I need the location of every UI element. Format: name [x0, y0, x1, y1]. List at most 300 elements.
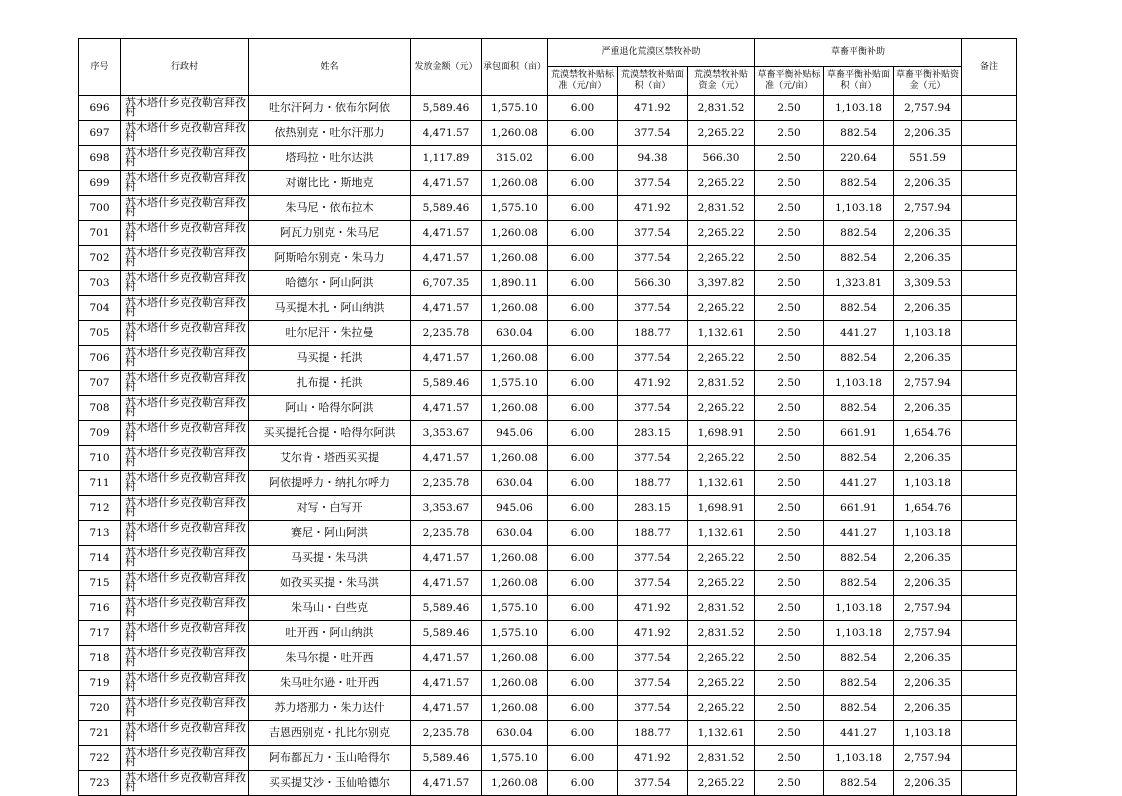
cell-g2-amount: 2,757.94	[894, 596, 962, 621]
cell-amount: 4,471.57	[411, 346, 482, 371]
cell-seq: 717	[79, 621, 121, 646]
cell-g2-area: 1,103.18	[824, 746, 894, 771]
cell-seq: 704	[79, 296, 121, 321]
cell-g1-area: 471.92	[618, 96, 688, 121]
header-area: 承包面积（亩）	[482, 39, 548, 96]
cell-village: 苏木塔什乡克孜勒宫拜孜村	[121, 321, 249, 346]
cell-seq: 718	[79, 646, 121, 671]
cell-g2-amount: 2,206.35	[894, 296, 962, 321]
cell-remark	[962, 696, 1017, 721]
cell-name: 朱马山・白些克	[249, 596, 411, 621]
cell-g1-area: 188.77	[618, 721, 688, 746]
cell-amount: 4,471.57	[411, 446, 482, 471]
cell-village: 苏木塔什乡克孜勒宫拜孜村	[121, 446, 249, 471]
cell-name: 吐尔汗阿力・依布尔阿依	[249, 96, 411, 121]
cell-amount: 3,353.67	[411, 421, 482, 446]
cell-name: 艾尔肯・塔西买买提	[249, 446, 411, 471]
table-row	[79, 246, 1017, 271]
cell-g1-area: 377.54	[618, 171, 688, 196]
cell-g2-area: 661.91	[824, 421, 894, 446]
cell-g1-std: 6.00	[548, 346, 618, 371]
cell-g2-std: 2.50	[755, 421, 824, 446]
cell-g2-amount: 2,206.35	[894, 246, 962, 271]
cell-village: 苏木塔什乡克孜勒宫拜孜村	[121, 421, 249, 446]
cell-g2-area: 1,323.81	[824, 271, 894, 296]
cell-remark	[962, 221, 1017, 246]
cell-amount: 2,235.78	[411, 321, 482, 346]
cell-remark	[962, 246, 1017, 271]
cell-g1-area: 377.54	[618, 121, 688, 146]
cell-village: 苏木塔什乡克孜勒宫拜孜村	[121, 396, 249, 421]
cell-g2-amount: 2,206.35	[894, 546, 962, 571]
cell-village: 苏木塔什乡克孜勒宫拜孜村	[121, 571, 249, 596]
cell-village: 苏木塔什乡克孜勒宫拜孜村	[121, 146, 249, 171]
cell-seq: 720	[79, 696, 121, 721]
cell-area: 630.04	[482, 471, 548, 496]
cell-area: 1,260.08	[482, 446, 548, 471]
cell-g1-std: 6.00	[548, 721, 618, 746]
cell-name: 依热别克・吐尔汗那力	[249, 121, 411, 146]
cell-remark	[962, 496, 1017, 521]
table-row	[79, 621, 1017, 646]
cell-g2-amount: 2,757.94	[894, 96, 962, 121]
cell-g2-area: 882.54	[824, 771, 894, 796]
cell-amount: 3,353.67	[411, 496, 482, 521]
cell-area: 1,260.08	[482, 546, 548, 571]
cell-village: 苏木塔什乡克孜勒宫拜孜村	[121, 671, 249, 696]
cell-amount: 4,471.57	[411, 121, 482, 146]
table-row	[79, 346, 1017, 371]
cell-remark	[962, 271, 1017, 296]
cell-g1-area: 377.54	[618, 646, 688, 671]
table-row	[79, 521, 1017, 546]
cell-g2-std: 2.50	[755, 596, 824, 621]
cell-area: 1,575.10	[482, 621, 548, 646]
cell-g1-area: 188.77	[618, 471, 688, 496]
cell-area: 1,575.10	[482, 596, 548, 621]
header-amount: 发放金额（元）	[411, 39, 482, 96]
cell-g2-area: 882.54	[824, 446, 894, 471]
cell-g1-amount: 1,132.61	[688, 471, 755, 496]
cell-area: 1,575.10	[482, 196, 548, 221]
cell-g1-area: 377.54	[618, 296, 688, 321]
cell-g2-std: 2.50	[755, 546, 824, 571]
cell-name: 阿山・哈得尔阿洪	[249, 396, 411, 421]
cell-g2-amount: 551.59	[894, 146, 962, 171]
cell-g2-area: 882.54	[824, 121, 894, 146]
cell-g2-amount: 1,103.18	[894, 721, 962, 746]
cell-area: 1,260.08	[482, 296, 548, 321]
cell-g2-std: 2.50	[755, 721, 824, 746]
cell-g2-std: 2.50	[755, 346, 824, 371]
cell-remark	[962, 571, 1017, 596]
cell-village: 苏木塔什乡克孜勒宫拜孜村	[121, 696, 249, 721]
cell-g1-amount: 2,831.52	[688, 746, 755, 771]
cell-remark	[962, 646, 1017, 671]
cell-g1-area: 188.77	[618, 521, 688, 546]
cell-village: 苏木塔什乡克孜勒宫拜孜村	[121, 746, 249, 771]
cell-seq: 723	[79, 771, 121, 796]
table-row	[79, 571, 1017, 596]
cell-g1-amount: 2,265.22	[688, 646, 755, 671]
table-row	[79, 646, 1017, 671]
cell-g2-area: 441.27	[824, 521, 894, 546]
cell-village: 苏木塔什乡克孜勒宫拜孜村	[121, 196, 249, 221]
cell-g2-area: 882.54	[824, 546, 894, 571]
cell-area: 1,260.08	[482, 671, 548, 696]
cell-g1-std: 6.00	[548, 646, 618, 671]
cell-name: 朱马尔提・吐开西	[249, 646, 411, 671]
cell-g2-amount: 2,206.35	[894, 771, 962, 796]
cell-village: 苏木塔什乡克孜勒宫拜孜村	[121, 521, 249, 546]
cell-area: 945.06	[482, 421, 548, 446]
cell-area: 1,575.10	[482, 96, 548, 121]
cell-seq: 696	[79, 96, 121, 121]
cell-g2-area: 882.54	[824, 346, 894, 371]
cell-name: 哈德尔・阿山阿洪	[249, 271, 411, 296]
cell-village: 苏木塔什乡克孜勒宫拜孜村	[121, 171, 249, 196]
table-row	[79, 171, 1017, 196]
cell-g1-area: 283.15	[618, 421, 688, 446]
cell-amount: 4,471.57	[411, 221, 482, 246]
cell-seq: 697	[79, 121, 121, 146]
cell-amount: 2,235.78	[411, 721, 482, 746]
cell-g1-area: 94.38	[618, 146, 688, 171]
cell-name: 阿斯哈尔别克・朱马力	[249, 246, 411, 271]
cell-g2-amount: 2,206.35	[894, 346, 962, 371]
cell-amount: 1,117.89	[411, 146, 482, 171]
cell-area: 1,260.08	[482, 571, 548, 596]
cell-g1-amount: 2,265.22	[688, 396, 755, 421]
cell-g2-amount: 2,757.94	[894, 196, 962, 221]
cell-g2-amount: 3,309.53	[894, 271, 962, 296]
table-row	[79, 746, 1017, 771]
cell-g2-area: 882.54	[824, 646, 894, 671]
cell-area: 1,260.08	[482, 771, 548, 796]
cell-remark	[962, 171, 1017, 196]
cell-g1-std: 6.00	[548, 496, 618, 521]
cell-village: 苏木塔什乡克孜勒宫拜孜村	[121, 596, 249, 621]
cell-g2-amount: 2,206.35	[894, 446, 962, 471]
cell-village: 苏木塔什乡克孜勒宫拜孜村	[121, 221, 249, 246]
cell-g1-area: 188.77	[618, 321, 688, 346]
cell-name: 马买提木扎・阿山纳洪	[249, 296, 411, 321]
cell-name: 买买提托合提・哈得尔阿洪	[249, 421, 411, 446]
header-group-desert: 严重退化荒漠区禁牧补助	[548, 39, 755, 67]
cell-g2-std: 2.50	[755, 396, 824, 421]
cell-seq: 715	[79, 571, 121, 596]
cell-g1-area: 377.54	[618, 246, 688, 271]
cell-g2-std: 2.50	[755, 771, 824, 796]
cell-g2-std: 2.50	[755, 96, 824, 121]
cell-name: 吐开西・阿山纳洪	[249, 621, 411, 646]
cell-g1-area: 283.15	[618, 496, 688, 521]
cell-g1-area: 377.54	[618, 546, 688, 571]
cell-name: 买买提艾沙・玉仙哈德尔	[249, 771, 411, 796]
cell-g1-area: 471.92	[618, 621, 688, 646]
cell-g1-std: 6.00	[548, 596, 618, 621]
cell-g1-area: 471.92	[618, 371, 688, 396]
cell-village: 苏木塔什乡克孜勒宫拜孜村	[121, 496, 249, 521]
cell-g2-amount: 2,206.35	[894, 396, 962, 421]
cell-seq: 707	[79, 371, 121, 396]
cell-g2-area: 441.27	[824, 471, 894, 496]
header-g1-area: 荒漠禁牧补贴面积（亩）	[618, 67, 688, 96]
cell-g2-std: 2.50	[755, 496, 824, 521]
cell-g1-std: 6.00	[548, 96, 618, 121]
cell-remark	[962, 146, 1017, 171]
cell-g1-area: 471.92	[618, 596, 688, 621]
cell-g2-amount: 2,757.94	[894, 371, 962, 396]
table-row	[79, 696, 1017, 721]
cell-amount: 5,589.46	[411, 746, 482, 771]
table-row	[79, 446, 1017, 471]
cell-g1-amount: 2,831.52	[688, 621, 755, 646]
cell-seq: 714	[79, 546, 121, 571]
table-row	[79, 496, 1017, 521]
cell-village: 苏木塔什乡克孜勒宫拜孜村	[121, 721, 249, 746]
cell-g2-amount: 1,654.76	[894, 421, 962, 446]
cell-name: 吉恩西别克・扎比尔别克	[249, 721, 411, 746]
cell-g2-std: 2.50	[755, 321, 824, 346]
cell-g2-area: 882.54	[824, 221, 894, 246]
cell-village: 苏木塔什乡克孜勒宫拜孜村	[121, 121, 249, 146]
table-body	[79, 96, 1017, 796]
cell-g1-amount: 1,132.61	[688, 721, 755, 746]
cell-g1-amount: 1,698.91	[688, 496, 755, 521]
cell-name: 对谢比比・斯地克	[249, 171, 411, 196]
cell-g1-area: 377.54	[618, 771, 688, 796]
cell-g1-std: 6.00	[548, 196, 618, 221]
cell-g1-std: 6.00	[548, 396, 618, 421]
cell-name: 如孜买买提・朱马洪	[249, 571, 411, 596]
cell-amount: 4,471.57	[411, 696, 482, 721]
cell-remark	[962, 196, 1017, 221]
cell-seq: 716	[79, 596, 121, 621]
cell-g1-amount: 2,265.22	[688, 346, 755, 371]
cell-g2-area: 1,103.18	[824, 196, 894, 221]
cell-g1-amount: 3,397.82	[688, 271, 755, 296]
cell-amount: 4,471.57	[411, 571, 482, 596]
table-row	[79, 546, 1017, 571]
cell-remark	[962, 671, 1017, 696]
cell-g2-std: 2.50	[755, 146, 824, 171]
subsidy-table-sheet	[78, 38, 1017, 796]
cell-area: 1,260.08	[482, 171, 548, 196]
cell-g1-std: 6.00	[548, 171, 618, 196]
cell-remark	[962, 96, 1017, 121]
cell-name: 阿瓦力别克・朱马尼	[249, 221, 411, 246]
table-header	[79, 39, 1017, 96]
cell-g2-amount: 2,206.35	[894, 121, 962, 146]
cell-g1-area: 377.54	[618, 446, 688, 471]
cell-area: 630.04	[482, 521, 548, 546]
cell-g1-std: 6.00	[548, 521, 618, 546]
cell-seq: 706	[79, 346, 121, 371]
cell-village: 苏木塔什乡克孜勒宫拜孜村	[121, 646, 249, 671]
cell-seq: 703	[79, 271, 121, 296]
table-row	[79, 96, 1017, 121]
cell-g1-amount: 2,265.22	[688, 571, 755, 596]
subsidy-table	[78, 38, 1017, 796]
cell-g1-std: 6.00	[548, 296, 618, 321]
table-row	[79, 671, 1017, 696]
cell-g1-amount: 2,265.22	[688, 771, 755, 796]
cell-village: 苏木塔什乡克孜勒宫拜孜村	[121, 371, 249, 396]
cell-g1-area: 566.30	[618, 271, 688, 296]
cell-area: 1,260.08	[482, 396, 548, 421]
cell-name: 朱马吐尔逊・吐开西	[249, 671, 411, 696]
cell-g1-area: 377.54	[618, 396, 688, 421]
cell-g1-area: 377.54	[618, 671, 688, 696]
header-g2-area: 草畜平衡补贴面积（亩）	[824, 67, 894, 96]
cell-g2-area: 441.27	[824, 321, 894, 346]
cell-g2-std: 2.50	[755, 296, 824, 321]
cell-g1-area: 377.54	[618, 221, 688, 246]
cell-g1-area: 471.92	[618, 196, 688, 221]
cell-village: 苏木塔什乡克孜勒宫拜孜村	[121, 96, 249, 121]
cell-g2-area: 1,103.18	[824, 621, 894, 646]
cell-g2-std: 2.50	[755, 696, 824, 721]
cell-village: 苏木塔什乡克孜勒宫拜孜村	[121, 621, 249, 646]
cell-g1-std: 6.00	[548, 146, 618, 171]
cell-remark	[962, 746, 1017, 771]
cell-amount: 4,471.57	[411, 396, 482, 421]
cell-g2-area: 882.54	[824, 171, 894, 196]
cell-g1-amount: 2,831.52	[688, 371, 755, 396]
cell-amount: 4,471.57	[411, 646, 482, 671]
cell-g2-std: 2.50	[755, 196, 824, 221]
cell-amount: 5,589.46	[411, 196, 482, 221]
cell-g2-std: 2.50	[755, 371, 824, 396]
table-row	[79, 121, 1017, 146]
cell-village: 苏木塔什乡克孜勒宫拜孜村	[121, 246, 249, 271]
cell-seq: 701	[79, 221, 121, 246]
cell-g2-amount: 2,206.35	[894, 671, 962, 696]
cell-g2-amount: 2,206.35	[894, 571, 962, 596]
cell-remark	[962, 721, 1017, 746]
header-g1-std: 荒漠禁牧补贴标准（元/亩）	[548, 67, 618, 96]
table-row	[79, 321, 1017, 346]
header-village: 行政村	[121, 39, 249, 96]
header-group-balance: 草畜平衡补助	[755, 39, 962, 67]
cell-g2-std: 2.50	[755, 246, 824, 271]
cell-g2-amount: 1,654.76	[894, 496, 962, 521]
cell-g1-std: 6.00	[548, 271, 618, 296]
header-name: 姓名	[249, 39, 411, 96]
cell-g1-amount: 1,132.61	[688, 521, 755, 546]
cell-area: 1,260.08	[482, 696, 548, 721]
cell-name: 阿布都瓦力・玉山哈得尔	[249, 746, 411, 771]
cell-g2-area: 1,103.18	[824, 371, 894, 396]
cell-g2-amount: 1,103.18	[894, 321, 962, 346]
cell-g1-amount: 2,265.22	[688, 446, 755, 471]
cell-area: 1,260.08	[482, 121, 548, 146]
cell-g1-std: 6.00	[548, 746, 618, 771]
cell-remark	[962, 521, 1017, 546]
cell-g2-std: 2.50	[755, 646, 824, 671]
cell-area: 1,575.10	[482, 746, 548, 771]
cell-g1-std: 6.00	[548, 621, 618, 646]
cell-g2-area: 882.54	[824, 571, 894, 596]
cell-area: 630.04	[482, 321, 548, 346]
cell-village: 苏木塔什乡克孜勒宫拜孜村	[121, 546, 249, 571]
cell-g1-amount: 2,831.52	[688, 596, 755, 621]
cell-remark	[962, 596, 1017, 621]
table-row	[79, 396, 1017, 421]
cell-amount: 4,471.57	[411, 296, 482, 321]
cell-remark	[962, 346, 1017, 371]
cell-g2-std: 2.50	[755, 121, 824, 146]
cell-g2-area: 441.27	[824, 721, 894, 746]
cell-village: 苏木塔什乡克孜勒宫拜孜村	[121, 471, 249, 496]
cell-seq: 698	[79, 146, 121, 171]
cell-seq: 708	[79, 396, 121, 421]
cell-g2-amount: 2,206.35	[894, 696, 962, 721]
table-row	[79, 196, 1017, 221]
cell-g2-amount: 2,206.35	[894, 646, 962, 671]
cell-amount: 4,471.57	[411, 246, 482, 271]
cell-seq: 700	[79, 196, 121, 221]
header-g2-std: 草畜平衡补贴标准（元/亩）	[755, 67, 824, 96]
cell-name: 马买提・朱马洪	[249, 546, 411, 571]
cell-name: 吐尔尼汗・朱拉曼	[249, 321, 411, 346]
cell-amount: 4,471.57	[411, 171, 482, 196]
cell-g2-area: 882.54	[824, 671, 894, 696]
cell-amount: 4,471.57	[411, 671, 482, 696]
cell-g2-std: 2.50	[755, 671, 824, 696]
cell-g2-amount: 2,206.35	[894, 171, 962, 196]
cell-seq: 705	[79, 321, 121, 346]
cell-g2-std: 2.50	[755, 471, 824, 496]
cell-village: 苏木塔什乡克孜勒宫拜孜村	[121, 771, 249, 796]
cell-g1-std: 6.00	[548, 121, 618, 146]
cell-amount: 4,471.57	[411, 771, 482, 796]
cell-village: 苏木塔什乡克孜勒宫拜孜村	[121, 296, 249, 321]
cell-g1-area: 471.92	[618, 746, 688, 771]
cell-area: 1,260.08	[482, 221, 548, 246]
cell-remark	[962, 621, 1017, 646]
cell-g1-std: 6.00	[548, 546, 618, 571]
cell-seq: 719	[79, 671, 121, 696]
cell-g2-area: 1,103.18	[824, 96, 894, 121]
cell-area: 1,575.10	[482, 371, 548, 396]
table-row	[79, 471, 1017, 496]
header-remark: 备注	[962, 39, 1017, 96]
cell-village: 苏木塔什乡克孜勒宫拜孜村	[121, 271, 249, 296]
cell-name: 马买提・托洪	[249, 346, 411, 371]
cell-g1-std: 6.00	[548, 246, 618, 271]
cell-g1-std: 6.00	[548, 371, 618, 396]
cell-name: 阿依提呼力・纳扎尔呼力	[249, 471, 411, 496]
table-row	[79, 421, 1017, 446]
cell-remark	[962, 396, 1017, 421]
cell-g1-amount: 2,265.22	[688, 221, 755, 246]
cell-seq: 702	[79, 246, 121, 271]
cell-name: 对写・白写开	[249, 496, 411, 521]
cell-g2-amount: 1,103.18	[894, 521, 962, 546]
cell-name: 苏力塔那力・朱力达什	[249, 696, 411, 721]
cell-g2-std: 2.50	[755, 271, 824, 296]
cell-g2-std: 2.50	[755, 571, 824, 596]
cell-g2-amount: 2,206.35	[894, 221, 962, 246]
cell-amount: 5,589.46	[411, 596, 482, 621]
cell-area: 1,260.08	[482, 346, 548, 371]
cell-g2-area: 882.54	[824, 696, 894, 721]
cell-seq: 699	[79, 171, 121, 196]
cell-g2-area: 661.91	[824, 496, 894, 521]
cell-amount: 2,235.78	[411, 471, 482, 496]
